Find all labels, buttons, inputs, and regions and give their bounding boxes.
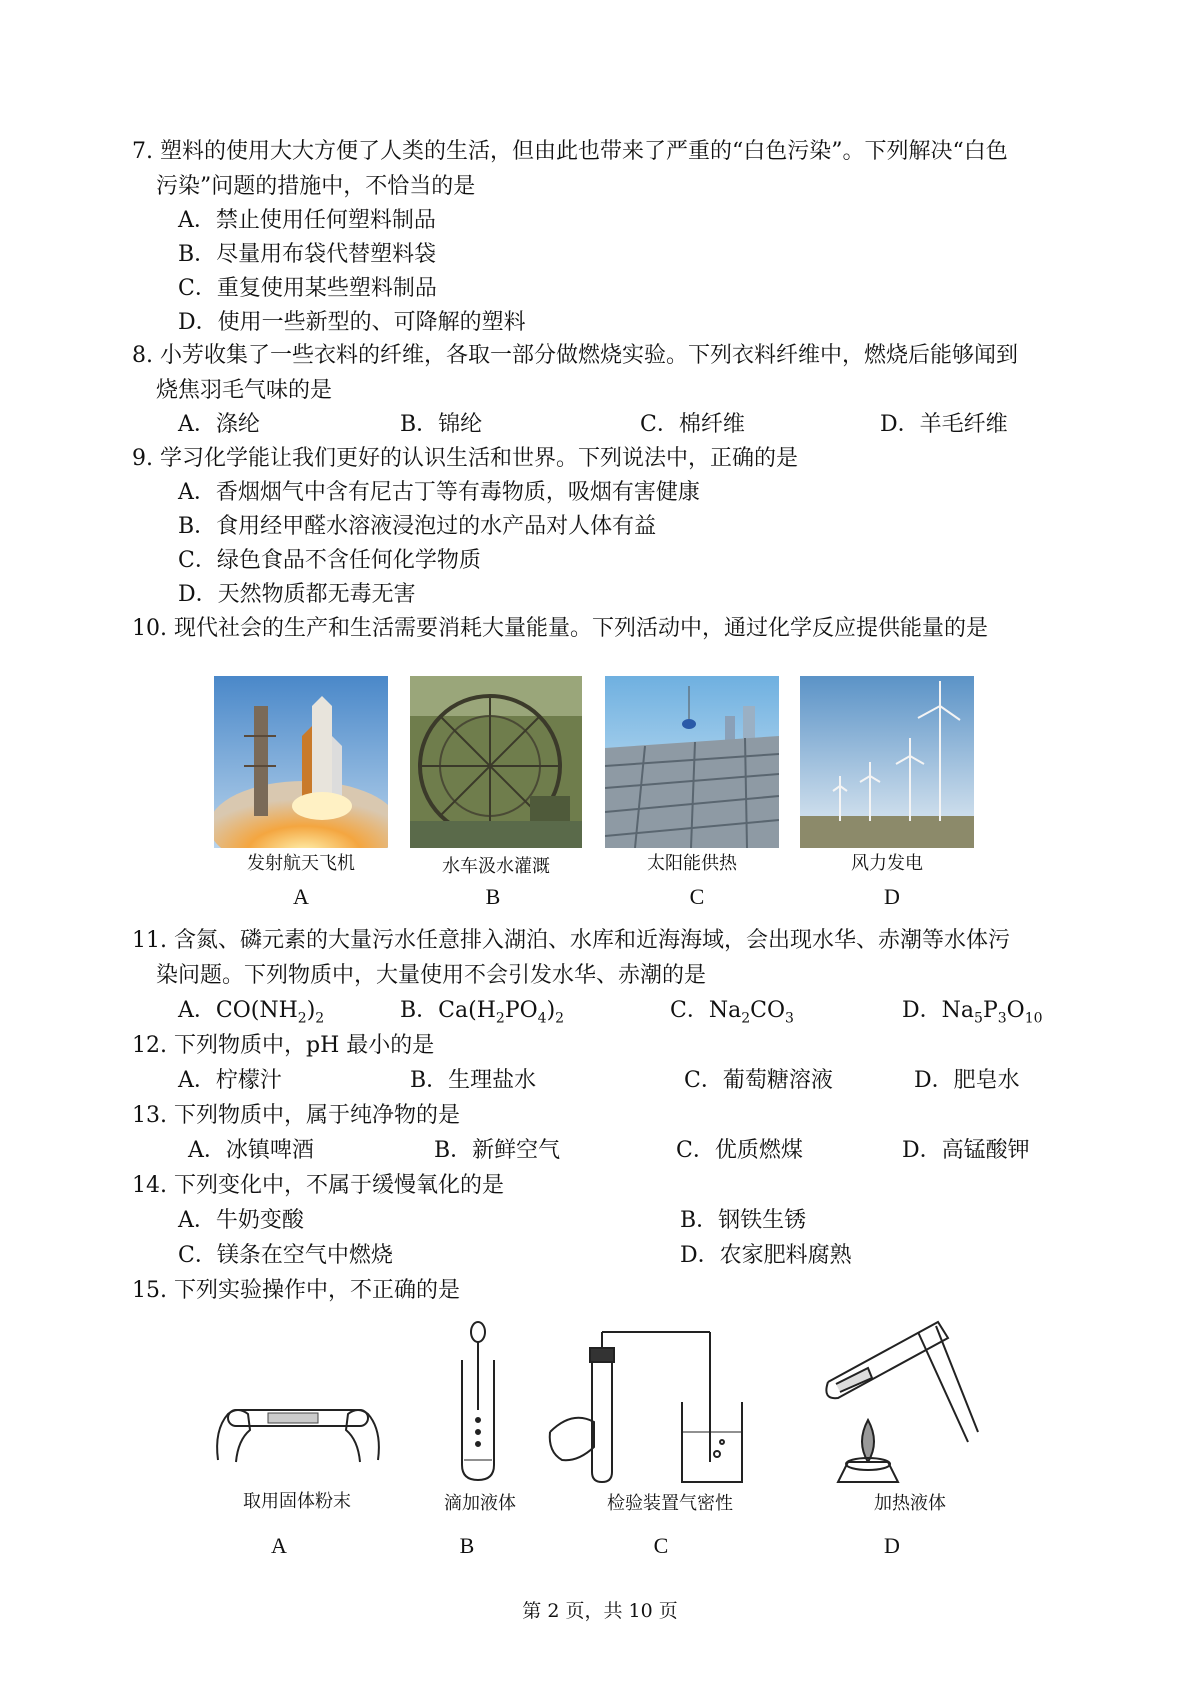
q12-option-c: C．葡萄糖溶液 bbox=[684, 1068, 833, 1093]
wind-power-photo bbox=[800, 676, 974, 848]
q9-option-c: C．绿色食品不含任何化学物质 bbox=[178, 548, 481, 573]
heating-liquid-figure bbox=[798, 1312, 988, 1487]
q10-stem: 10. 现代社会的生产和生活需要消耗大量能量。下列活动中，通过化学反应提供能量的是 bbox=[132, 616, 988, 641]
powder-transfer-figure bbox=[208, 1380, 388, 1470]
q11-option-d: D．$Na_5P_3O_{10}$ bbox=[902, 998, 1043, 1027]
q15-caption-a: 取用固体粉末 bbox=[243, 1491, 351, 1512]
q15-letter-c: C bbox=[653, 1533, 669, 1558]
q12-stem: 12. 下列物质中，pH 最小的是 bbox=[132, 1033, 435, 1058]
q7-option-d: D．使用一些新型的、可降解的塑料 bbox=[178, 310, 526, 335]
q14-option-d: D．农家肥料腐熟 bbox=[680, 1243, 852, 1268]
q12-option-a: A．柠檬汁 bbox=[178, 1068, 282, 1093]
q12-option-b: B．生理盐水 bbox=[410, 1068, 537, 1093]
q13-stem: 13. 下列物质中，属于纯净物的是 bbox=[132, 1103, 460, 1128]
q13-option-b: B．新鲜空气 bbox=[434, 1138, 561, 1163]
q8-stem-line2: 烧焦羽毛气味的是 bbox=[156, 378, 333, 403]
solar-heating-photo bbox=[605, 676, 779, 848]
q9-option-a: A．香烟烟气中含有尼古丁等有毒物质，吸烟有害健康 bbox=[178, 480, 700, 505]
q15-stem: 15. 下列实验操作中，不正确的是 bbox=[132, 1278, 460, 1303]
page-footer: 第 2 页，共 10 页 bbox=[522, 1600, 678, 1622]
q14-option-b: B．钢铁生锈 bbox=[680, 1208, 807, 1233]
q10-letter-c: C bbox=[689, 884, 705, 909]
q10-caption-b: 水车汲水灌溉 bbox=[442, 856, 550, 877]
q14-stem: 14. 下列变化中，不属于缓慢氧化的是 bbox=[132, 1173, 504, 1198]
q10-caption-d: 风力发电 bbox=[851, 853, 923, 874]
q8-option-c: C．棉纤维 bbox=[640, 412, 745, 437]
dropper-figure bbox=[448, 1320, 508, 1485]
q7-stem-line1: 7. 塑料的使用大大方便了人类的生活，但由此也带来了严重的“白色污染”。下列解决“白色 bbox=[132, 139, 1008, 164]
q13-option-d: D．高锰酸钾 bbox=[902, 1138, 1030, 1163]
q8-stem-line1: 8. 小芳收集了一些衣料的纤维，各取一部分做燃烧实验。下列衣料纤维中，燃烧后能够闻到 bbox=[132, 343, 1018, 368]
q8-option-d: D．羊毛纤维 bbox=[880, 412, 1008, 437]
q14-option-a: A．牛奶变酸 bbox=[178, 1208, 304, 1233]
q15-caption-c: 检验装置气密性 bbox=[607, 1493, 733, 1514]
q15-letter-d: D bbox=[884, 1533, 900, 1558]
shuttle-launch-photo bbox=[214, 676, 388, 848]
q11-option-b: B．$Ca(H_2PO_4)_2$ bbox=[400, 998, 565, 1027]
q7-option-a: A．禁止使用任何塑料制品 bbox=[178, 208, 436, 233]
q13-option-c: C．优质燃煤 bbox=[676, 1138, 803, 1163]
q15-letter-b: B bbox=[459, 1533, 475, 1558]
q9-stem: 9. 学习化学能让我们更好的认识生活和世界。下列说法中，正确的是 bbox=[132, 446, 798, 471]
q8-option-a: A．涤纶 bbox=[178, 412, 260, 437]
q11-option-c: C．$Na_2CO_3$ bbox=[670, 998, 794, 1027]
q11-option-a: A．$CO(NH_2)_2$ bbox=[178, 998, 325, 1027]
q7-option-c: C．重复使用某些塑料制品 bbox=[178, 276, 437, 301]
q14-option-c: C．镁条在空气中燃烧 bbox=[178, 1243, 393, 1268]
q10-letter-b: B bbox=[485, 884, 501, 909]
water-wheel-photo bbox=[410, 676, 582, 848]
q11-stem-line1: 11. 含氮、磷元素的大量污水任意排入湖泊、水库和近海海域，会出现水华、赤潮等水体污 bbox=[132, 928, 1010, 953]
q15-caption-d: 加热液体 bbox=[874, 1493, 946, 1514]
q7-stem-line2: 污染”问题的措施中，不恰当的是 bbox=[156, 174, 476, 199]
q15-caption-b: 滴加液体 bbox=[444, 1493, 516, 1514]
q13-option-a: A．冰镇啤酒 bbox=[188, 1138, 314, 1163]
q11-stem-line2: 染问题。下列物质中，大量使用不会引发水华、赤潮的是 bbox=[156, 963, 707, 988]
q12-option-d: D．肥皂水 bbox=[914, 1068, 1020, 1093]
q7-option-b: B．尽量用布袋代替塑料袋 bbox=[178, 242, 437, 267]
airtightness-figure bbox=[542, 1322, 752, 1487]
q9-option-d: D．天然物质都无毒无害 bbox=[178, 582, 416, 607]
q10-caption-a: 发射航天飞机 bbox=[247, 853, 355, 874]
q8-option-b: B．锦纶 bbox=[400, 412, 483, 437]
q10-caption-c: 太阳能供热 bbox=[647, 853, 737, 874]
q9-option-b: B．食用经甲醛水溶液浸泡过的水产品对人体有益 bbox=[178, 514, 657, 539]
q15-letter-a: A bbox=[271, 1533, 287, 1558]
q10-letter-a: A bbox=[293, 884, 309, 909]
q10-letter-d: D bbox=[884, 884, 900, 909]
